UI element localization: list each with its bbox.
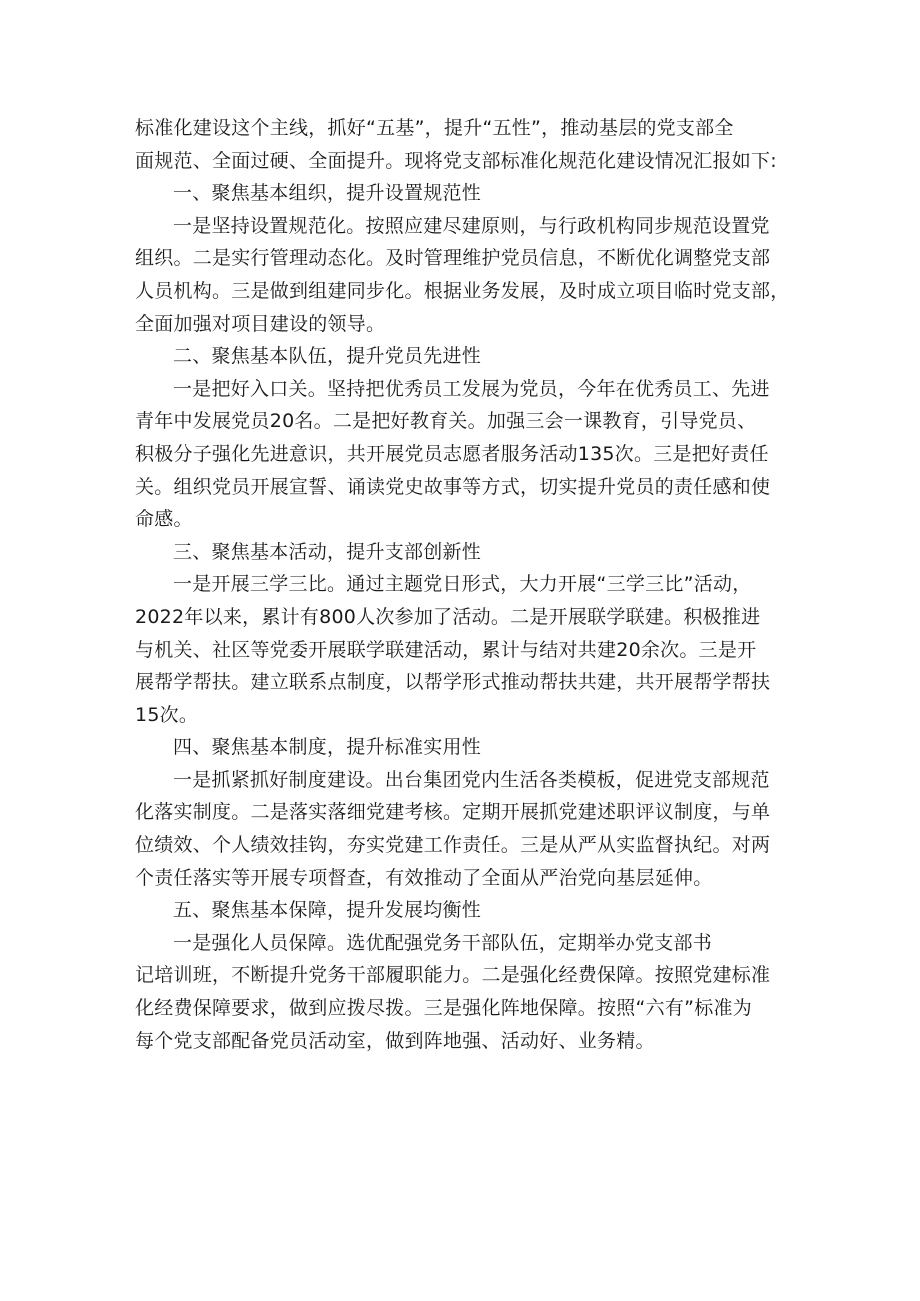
text-line: 标准化建设这个主线，抓好“五基”，提升“五性”，推动基层的党支部全 [135, 117, 734, 139]
text-line: 一是开展三学三比。通过主题党日形式，大力开展“三学三比”活动， [173, 573, 752, 596]
text-line: 五、聚焦基本保障，提升发展均衡性 [173, 899, 482, 922]
document-body [135, 112, 795, 1057]
text-line: 面规范、全面过硬、全面提升。现将党支部标准化规范化建设情况汇报如下: [135, 149, 777, 172]
text-line: 三、聚焦基本活动，提升支部创新性 [173, 540, 482, 563]
text-line: 命感。 [135, 508, 193, 531]
text-line: 一、聚焦基本组织，提升设置规范性 [173, 182, 482, 205]
text-line: 2022年以来，累计有800人次参加了活动。二是开展联学联建。积极推进 [135, 605, 761, 628]
text-line: 四、聚焦基本制度，提升标准实用性 [173, 736, 482, 759]
text-line: 二、聚焦基本队伍，提升党员先进性 [173, 345, 482, 368]
text-line: 与机关、社区等党委开展联学联建活动，累计与结对共建20余次。三是开 [135, 638, 757, 661]
text-line: 位绩效、个人绩效挂钩，夯实党建工作责任。三是从严从实监督执纪。对两 [135, 834, 771, 857]
text-line: 化经费保障要求，做到应拨尽拨。三是强化阵地保障。按照“六有”标准为 [135, 997, 752, 1020]
text-line: 积极分子强化先进意识，共开展党员志愿者服务活动135次。三是把好责任 [135, 442, 769, 465]
text-line: 一是抓紧抓好制度建设。出台集团党内生活各类模板，促进党支部规范 [173, 768, 770, 791]
text-line: 组织。二是实行管理动态化。及时管理维护党员信息，不断优化调整党支部 [135, 247, 771, 270]
text-line: 展帮学帮扶。建立联系点制度，以帮学形式推动帮扶共建，共开展帮学帮扶 [135, 671, 771, 694]
text-line: 一是把好入口关。坚持把优秀员工发展为党员，今年在优秀员工、先进 [173, 377, 770, 400]
text-line: 15次。 [135, 703, 199, 726]
text-line: 化落实制度。二是落实落细党建考核。定期开展抓党建述职评议制度，与单 [135, 801, 771, 824]
text-line: 一是强化人员保障。选优配强党务干部队伍，定期举办党支部书 [173, 931, 713, 954]
text-line: 个责任落实等开展专项督查，有效推动了全面从严治党向基层延伸。 [135, 866, 713, 889]
text-line: 全面加强对项目建设的领导。 [135, 312, 386, 335]
text-line: 一是坚持设置规范化。按照应建尽建原则，与行政机构同步规范设置党 [173, 214, 770, 237]
text-line: 每个党支部配备党员活动室，做到阵地强、活动好、业务精。 [135, 1029, 655, 1052]
text-line: 青年中发展党员20名。二是把好教育关。加强三会一课教育，引导党员、 [135, 410, 757, 433]
text-line: 记培训班，不断提升党务干部履职能力。二是强化经费保障。按照党建标准 [135, 964, 771, 987]
text-line: 关。组织党员开展宣誓、诵读党史故事等方式，切实提升党员的责任感和使 [135, 475, 771, 498]
text-line: 人员机构。三是做到组建同步化。根据业务发展，及时成立项目临时党支部， [135, 279, 790, 302]
